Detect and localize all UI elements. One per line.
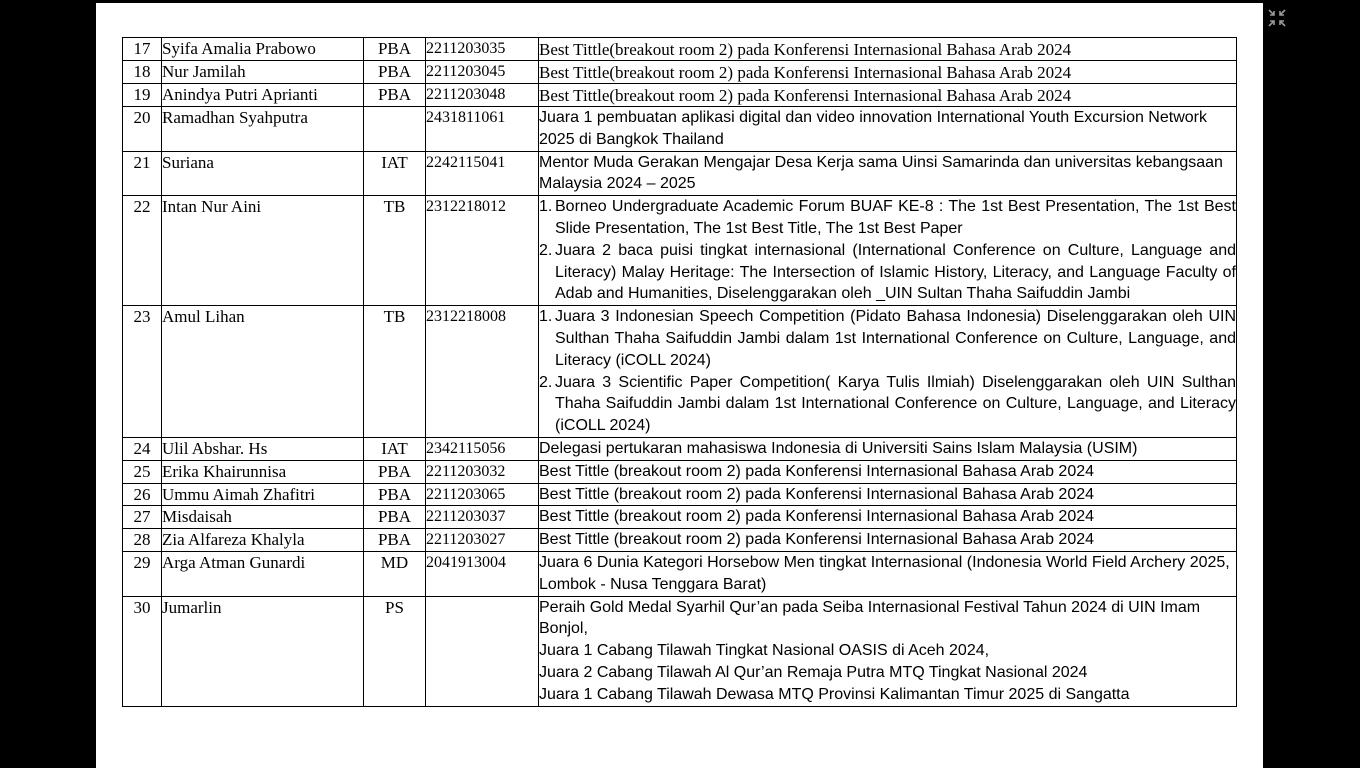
row-number: 17 bbox=[123, 38, 162, 61]
student-id: 2211203032 bbox=[426, 460, 539, 483]
achievement-text: Best Tittle(breakout room 2) pada Konferensi Internasional Bahasa Arab 2024 bbox=[539, 40, 1072, 59]
table-row bbox=[123, 596, 1237, 706]
row-number: 25 bbox=[123, 460, 162, 483]
row-number: 27 bbox=[123, 506, 162, 529]
document-page bbox=[96, 3, 1263, 768]
student-name: Intan Nur Aini bbox=[162, 196, 364, 306]
achievement-cell bbox=[539, 506, 1237, 529]
study-program: IAT bbox=[364, 151, 426, 196]
row-number: 21 bbox=[123, 151, 162, 196]
study-program: PBA bbox=[364, 506, 426, 529]
student-id: 2211203065 bbox=[426, 483, 539, 506]
achievement-text: Juara 1 Cabang Tilawah Dewasa MTQ Provinsi Kalimantan Timur 2025 di Sangatta bbox=[539, 685, 1130, 703]
table-row bbox=[123, 196, 1237, 306]
item-number: 1. bbox=[539, 308, 553, 326]
achievement-item bbox=[539, 306, 1236, 371]
item-number: 2. bbox=[539, 241, 553, 259]
table-row bbox=[123, 529, 1237, 552]
student-id: 2211203045 bbox=[426, 61, 539, 84]
achievement-text: Best Tittle (breakout room 2) pada Konferensi Internasional Bahasa Arab 2024 bbox=[539, 508, 1095, 526]
achievement-cell bbox=[539, 529, 1237, 552]
achievement-cell bbox=[539, 61, 1237, 84]
row-number: 30 bbox=[123, 596, 162, 706]
student-id: 2431811061 bbox=[426, 107, 539, 152]
row-number: 19 bbox=[123, 84, 162, 107]
table-row bbox=[123, 460, 1237, 483]
student-name: Arga Atman Gunardi bbox=[162, 551, 364, 596]
achievement-text: Best Tittle (breakout room 2) pada Konferensi Internasional Bahasa Arab 2024 bbox=[539, 485, 1095, 503]
achievement-text: Juara 1 Cabang Tilawah Tingkat Nasional OASIS di Aceh 2024, bbox=[539, 642, 990, 660]
table-row bbox=[123, 506, 1237, 529]
study-program: PS bbox=[364, 596, 426, 706]
student-name: Jumarlin bbox=[162, 596, 364, 706]
student-name: Zia Alfareza Khalyla bbox=[162, 529, 364, 552]
study-program: MD bbox=[364, 551, 426, 596]
item-text: Juara 2 baca puisi tingkat internasional (International Conference on Culture, Language and Literacy) Malay Heritage: The Intersection of Islamic History, Literacy, and Language Faculty of Adab and Humanities, Diselenggarakan oleh _UIN Sultan Thaha Saifuddin Jambi bbox=[555, 241, 1236, 303]
student-name: Syifa Amalia Prabowo bbox=[162, 38, 364, 61]
table-row bbox=[123, 151, 1237, 196]
student-id: 2211203027 bbox=[426, 529, 539, 552]
achievement-cell bbox=[539, 84, 1237, 107]
row-number: 26 bbox=[123, 483, 162, 506]
table-row bbox=[123, 306, 1237, 438]
achievement-item bbox=[539, 372, 1236, 437]
achievement-cell bbox=[539, 196, 1237, 306]
achievement-cell bbox=[539, 596, 1237, 706]
student-id: 2211203048 bbox=[426, 84, 539, 107]
item-text: Juara 3 Indonesian Speech Competition (Pidato Bahasa Indonesia) Diselenggarakan oleh UIN Sulthan Thaha Saifuddin Jambi dalam 1st International Conference on Culture, Language, and Literacy (iCOLL 2024) bbox=[555, 308, 1236, 369]
table-row bbox=[123, 84, 1237, 107]
student-id: 2312218008 bbox=[426, 306, 539, 438]
achievement-cell bbox=[539, 483, 1237, 506]
table-row bbox=[123, 551, 1237, 596]
student-name: Misdaisah bbox=[162, 506, 364, 529]
student-name: Anindya Putri Aprianti bbox=[162, 84, 364, 107]
achievement-text: Best Tittle(breakout room 2) pada Konferensi Internasional Bahasa Arab 2024 bbox=[539, 63, 1072, 82]
student-id: 2211203037 bbox=[426, 506, 539, 529]
student-id: 2242115041 bbox=[426, 151, 539, 196]
study-program: PBA bbox=[364, 460, 426, 483]
table-row bbox=[123, 483, 1237, 506]
achievement-text: Best Tittle (breakout room 2) pada Konferensi Internasional Bahasa Arab 2024 bbox=[539, 462, 1095, 480]
achievement-item bbox=[539, 240, 1236, 305]
row-number: 22 bbox=[123, 196, 162, 306]
row-number: 28 bbox=[123, 529, 162, 552]
table-row bbox=[123, 61, 1237, 84]
achievement-cell bbox=[539, 306, 1237, 438]
student-name: Nur Jamilah bbox=[162, 61, 364, 84]
achievement-text: Peraih Gold Medal Syarhil Qur’an pada Seiba Internasional Festival Tahun 2024 di UIN Imam Bonjol, bbox=[539, 598, 1201, 638]
student-name: Erika Khairunnisa bbox=[162, 460, 364, 483]
student-name: Amul Lihan bbox=[162, 306, 364, 438]
study-program: PBA bbox=[364, 38, 426, 61]
study-program: TB bbox=[364, 306, 426, 438]
table-row bbox=[123, 38, 1237, 61]
achievements-table bbox=[122, 37, 1237, 707]
achievement-cell bbox=[539, 38, 1237, 61]
study-program: TB bbox=[364, 196, 426, 306]
study-program: PBA bbox=[364, 483, 426, 506]
achievement-text: Best Tittle (breakout room 2) pada Konferensi Internasional Bahasa Arab 2024 bbox=[539, 531, 1095, 549]
item-text: Juara 3 Scientific Paper Competition( Karya Tulis Ilmiah) Diselenggarakan oleh UIN Sulthan Thaha Saifuddin Jambi dalam 1st International Conference on Culture, Language, and Literacy (iCOLL 2024) bbox=[555, 373, 1236, 435]
student-id bbox=[426, 596, 539, 706]
study-program: IAT bbox=[364, 437, 426, 460]
item-number: 1. bbox=[539, 198, 553, 216]
achievement-text: Best Tittle(breakout room 2) pada Konferensi Internasional Bahasa Arab 2024 bbox=[539, 86, 1072, 105]
student-id: 2041913004 bbox=[426, 551, 539, 596]
row-number: 18 bbox=[123, 61, 162, 84]
exit-fullscreen-icon[interactable] bbox=[1268, 9, 1286, 27]
student-id: 2312218012 bbox=[426, 196, 539, 306]
achievement-text: Juara 2 Cabang Tilawah Al Qur’an Remaja Putra MTQ Tingkat Nasional 2024 bbox=[539, 663, 1088, 681]
achievement-text: Juara 1 pembuatan aplikasi digital dan video innovation International Youth Excursion Network 2025 di Bangkok Thailand bbox=[539, 109, 1207, 148]
achievement-cell bbox=[539, 437, 1237, 460]
row-number: 24 bbox=[123, 437, 162, 460]
study-program: PBA bbox=[364, 61, 426, 84]
table-row bbox=[123, 437, 1237, 460]
row-number: 23 bbox=[123, 306, 162, 438]
study-program bbox=[364, 107, 426, 152]
achievement-item bbox=[539, 196, 1236, 240]
student-name: Ramadhan Syahputra bbox=[162, 107, 364, 152]
row-number: 29 bbox=[123, 551, 162, 596]
student-name: Suriana bbox=[162, 151, 364, 196]
student-name: Ummu Aimah Zhafitri bbox=[162, 483, 364, 506]
study-program: PBA bbox=[364, 529, 426, 552]
achievement-text: Delegasi pertukaran mahasiswa Indonesia di Universiti Sains Islam Malaysia (USIM) bbox=[539, 439, 1138, 457]
student-name: Ulil Abshar. Hs bbox=[162, 437, 364, 460]
item-text: Borneo Undergraduate Academic Forum BUAF KE-8 : The 1st Best Presentation, The 1st Best Slide Presentation, The 1st Best Title, The 1st Best Paper bbox=[555, 198, 1236, 237]
achievements-table-body bbox=[123, 38, 1237, 707]
student-id: 2342115056 bbox=[426, 437, 539, 460]
table-row bbox=[123, 107, 1237, 152]
achievement-cell bbox=[539, 460, 1237, 483]
study-program: PBA bbox=[364, 84, 426, 107]
achievement-text: Juara 6 Dunia Kategori Horsebow Men tingkat Internasional (Indonesia World Field Archery 2025, Lombok - Nusa Tenggara Barat) bbox=[539, 553, 1230, 593]
achievement-cell bbox=[539, 107, 1237, 152]
row-number: 20 bbox=[123, 107, 162, 152]
student-id: 2211203035 bbox=[426, 38, 539, 61]
achievement-cell bbox=[539, 551, 1237, 596]
achievement-cell bbox=[539, 151, 1237, 196]
item-number: 2. bbox=[539, 373, 553, 391]
achievement-text: Mentor Muda Gerakan Mengajar Desa Kerja sama Uinsi Samarinda dan universitas kebangsaan Malaysia 2024 – 2025 bbox=[539, 153, 1223, 193]
